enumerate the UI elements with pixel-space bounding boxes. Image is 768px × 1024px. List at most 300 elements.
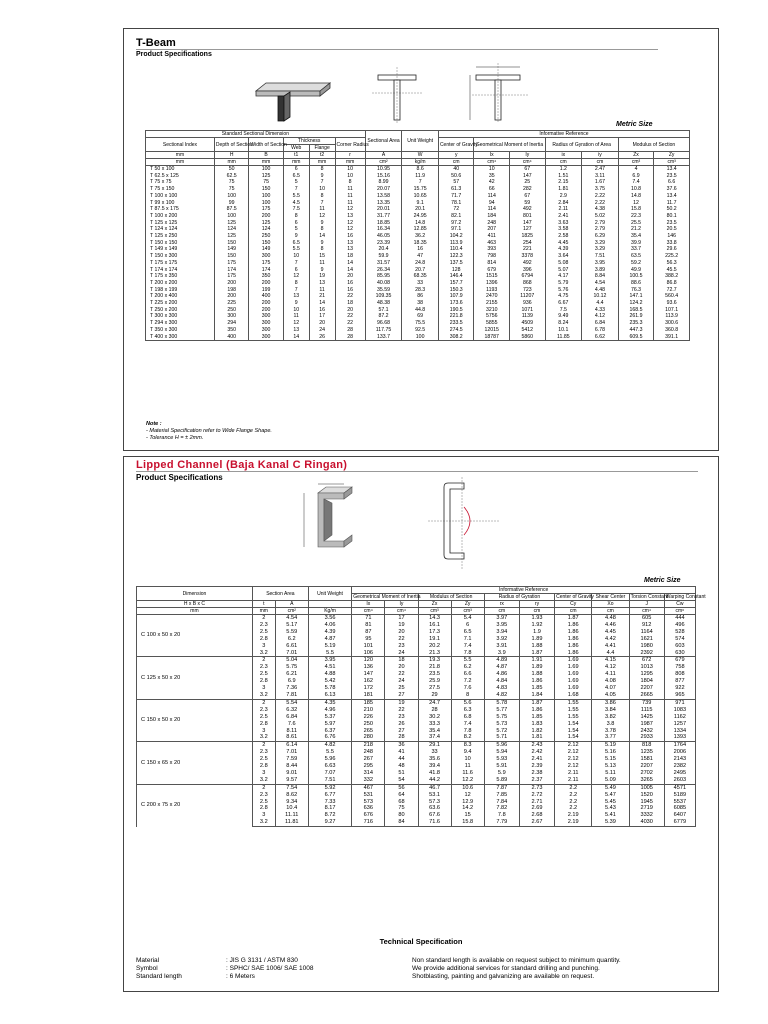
table-cell: 9 <box>283 233 309 240</box>
table-cell: 4.39 <box>308 629 351 636</box>
table-cell: 9.4 <box>451 749 484 756</box>
table-cell: 1.2 <box>545 166 582 173</box>
table-cell: 88.6 <box>618 280 654 287</box>
table-cell: 254 <box>510 240 546 247</box>
table-cell: 6 <box>451 622 484 629</box>
table-cell: 37.6 <box>654 186 690 193</box>
table-cell: 19 <box>385 622 418 629</box>
table-cell: 295 <box>352 763 385 770</box>
table-cell: 1193 <box>474 287 510 294</box>
table-cell: 1.86 <box>555 650 592 657</box>
table-cell: 14.2 <box>451 805 484 812</box>
table-cell: 300 <box>249 334 283 341</box>
table-row <box>146 233 690 240</box>
table-cell: 2.8 <box>252 636 275 643</box>
spec-key: Material <box>136 957 160 964</box>
table-cell: 11 <box>335 200 365 207</box>
table-cell: 113.9 <box>438 240 474 247</box>
table-cell: 1115 <box>629 707 664 714</box>
channel-title: Lipped Channel (Baja Kanal C Ringan) <box>136 459 348 471</box>
table-cell: 46.7 <box>418 784 451 791</box>
table-cell: 25.9 <box>418 678 451 685</box>
table-cell: 221.8 <box>438 313 474 320</box>
table-cell: 18787 <box>474 334 510 341</box>
table-cell: 22 <box>385 636 418 643</box>
table-cell: 14 <box>309 300 335 307</box>
table-cell: 267 <box>352 756 385 763</box>
section-index-cell: T 198 x 199 <box>146 287 215 294</box>
table-cell: 207 <box>474 226 510 233</box>
table-cell: 17 <box>385 615 418 622</box>
table-cell: 1.55 <box>555 707 592 714</box>
unit-cell: mm <box>252 608 275 615</box>
table-cell: 14 <box>309 233 335 240</box>
table-cell: 2603 <box>664 777 695 784</box>
table-cell: 2.79 <box>582 226 619 233</box>
table-cell: 93.6 <box>654 300 690 307</box>
table-cell: 25.5 <box>618 220 654 227</box>
table-cell: 106 <box>352 650 385 657</box>
rog-header: Radius of Gyration of Area <box>545 138 618 152</box>
table-cell: 120 <box>352 657 385 664</box>
table-cell: 2.22 <box>582 193 619 200</box>
table-cell: 10 <box>335 173 365 180</box>
table-cell: 2207 <box>629 763 664 770</box>
table-cell: 10 <box>283 307 309 314</box>
table-cell: 20.2 <box>418 643 451 650</box>
table-cell: 51 <box>385 770 418 777</box>
table-cell: 8 <box>309 193 335 200</box>
table-cell: 71.6 <box>418 819 451 826</box>
table-cell: 2.3 <box>252 792 275 799</box>
section-index-cell: T 99 x 100 <box>146 200 215 207</box>
table-cell: 5.75 <box>484 714 519 721</box>
table-cell: 1235 <box>629 749 664 756</box>
symbol-cell: Cy <box>555 601 592 608</box>
table-cell: 7 <box>402 179 439 186</box>
table-cell: 50.6 <box>438 173 474 180</box>
table-cell: 1.54 <box>555 734 592 741</box>
table-cell: 125 <box>214 220 248 227</box>
table-cell: 133.7 <box>365 334 402 341</box>
table-cell: 9.01 <box>275 770 308 777</box>
table-row <box>137 699 696 706</box>
table-cell: 6.6 <box>654 179 690 186</box>
unit-cell: cm⁴ <box>352 608 385 615</box>
tbeam-3d-illustration <box>242 65 334 123</box>
table-cell: 6.14 <box>275 742 308 749</box>
table-cell: 814 <box>474 260 510 267</box>
table-cell: 609.5 <box>618 334 654 341</box>
symbol-cell: t2 <box>309 152 335 159</box>
table-cell: 233.5 <box>438 320 474 327</box>
table-row <box>146 280 690 287</box>
table-cell: 18 <box>335 253 365 260</box>
table-cell: 100 <box>214 213 248 220</box>
table-cell: 5.04 <box>275 657 308 664</box>
cog-header: Center of Gravity <box>556 594 594 600</box>
table-cell: 86 <box>402 293 439 300</box>
table-cell: 4.82 <box>308 742 351 749</box>
unit-cell: Kg/m <box>308 608 351 615</box>
table-cell: 5.9 <box>484 770 519 777</box>
table-cell: 59.9 <box>365 253 402 260</box>
table-cell: 95 <box>352 636 385 643</box>
spec-note: Shotblasting, painting and galvanizing are available on request. <box>412 973 595 980</box>
sectional-index-header: Sectional Index <box>146 138 215 152</box>
tbeam-section-diagram <box>370 63 424 125</box>
section-index-cell: T 350 x 300 <box>146 327 215 334</box>
table-cell: 1.92 <box>519 622 554 629</box>
table-cell: 18 <box>335 300 365 307</box>
table-cell: 6.61 <box>275 643 308 650</box>
table-cell: 7 <box>309 200 335 207</box>
table-cell: 7.4 <box>618 179 654 186</box>
table-cell: 3210 <box>474 307 510 314</box>
table-cell: 5.91 <box>484 763 519 770</box>
table-cell: 7 <box>309 179 335 186</box>
table-cell: 7.36 <box>275 685 308 692</box>
table-cell: 19 <box>309 273 335 280</box>
table-cell: 7.81 <box>275 692 308 699</box>
table-cell: 605 <box>629 615 664 622</box>
table-cell: 181 <box>352 692 385 699</box>
table-cell: 1334 <box>664 728 695 735</box>
table-cell: 5.5 <box>308 749 351 756</box>
table-cell: 877 <box>664 678 695 685</box>
spec-note: We provide additional services for standard drilling and punching. <box>412 965 600 972</box>
table-cell: 175 <box>249 206 283 213</box>
table-cell: 7.82 <box>484 805 519 812</box>
table-cell: 104.2 <box>438 233 474 240</box>
table-cell: 1.86 <box>519 678 554 685</box>
table-cell: 15.8 <box>618 206 654 213</box>
table-cell: 53.1 <box>418 792 451 799</box>
spec-key: Symbol <box>136 965 158 972</box>
table-cell: 2382 <box>664 763 695 770</box>
table-cell: 8.61 <box>275 734 308 741</box>
torsion-header: Torsion Constant <box>630 594 669 600</box>
unit-cell: cm⁴ <box>629 608 664 615</box>
table-cell: 31.77 <box>365 213 402 220</box>
table-row <box>146 287 690 294</box>
table-cell: 265 <box>352 728 385 735</box>
table-cell: 76.3 <box>618 287 654 294</box>
table-cell: 1.69 <box>555 685 592 692</box>
table-cell: 235.3 <box>618 320 654 327</box>
symbol-cell: t <box>252 601 275 608</box>
table-cell: 162 <box>352 678 385 685</box>
table-cell: 280 <box>352 734 385 741</box>
table-cell: 4.17 <box>545 273 582 280</box>
spec-row <box>136 965 313 973</box>
symbol-cell: t1 <box>283 152 309 159</box>
table-cell: 6.5 <box>283 173 309 180</box>
table-cell: 250 <box>352 721 385 728</box>
table-cell: 5.09 <box>592 777 629 784</box>
table-cell: 5.5 <box>283 193 309 200</box>
table-cell: 679 <box>664 657 695 664</box>
table-cell: 63.6 <box>418 805 451 812</box>
table-cell: 4.54 <box>582 280 619 287</box>
table-cell: 2.39 <box>519 763 554 770</box>
tbeam-subtitle: Product Specifications <box>136 51 212 58</box>
table-cell: 6.63 <box>308 763 351 770</box>
table-cell: 25 <box>385 685 418 692</box>
table-cell: 23.5 <box>654 220 690 227</box>
table-cell: 1.88 <box>519 671 554 678</box>
table-cell: 11 <box>309 206 335 213</box>
table-cell: 6.3 <box>451 707 484 714</box>
table-cell: 2.9 <box>545 193 582 200</box>
table-cell: 9 <box>309 220 335 227</box>
table-cell: 2.3 <box>252 622 275 629</box>
table-cell: 13.58 <box>365 193 402 200</box>
table-cell: 2.12 <box>555 749 592 756</box>
table-cell: 44.8 <box>402 307 439 314</box>
table-cell: 6794 <box>510 273 546 280</box>
table-cell: 16 <box>309 307 335 314</box>
table-cell: 27 <box>385 692 418 699</box>
table-cell: 2702 <box>629 770 664 777</box>
table-cell: 3.95 <box>484 622 519 629</box>
spec-notes <box>412 957 702 981</box>
table-cell: 2.12 <box>555 756 592 763</box>
section-index-cell: T 75 x 150 <box>146 186 215 193</box>
symbol-cell: Zy <box>654 152 690 159</box>
table-cell: 3.95 <box>308 657 351 664</box>
width-header: Width of Section <box>249 138 283 152</box>
unit-weight-header: Unit Weight <box>402 131 439 152</box>
table-cell: 3.29 <box>582 246 619 253</box>
unit-cell: cm <box>582 159 619 166</box>
informative-header: Informative Reference <box>352 587 696 594</box>
table-row <box>146 186 690 193</box>
table-cell: 174 <box>214 267 248 274</box>
table-cell: 7.51 <box>582 253 619 260</box>
table-cell: 100 <box>214 193 248 200</box>
table-row <box>146 320 690 327</box>
table-cell: 9 <box>283 300 309 307</box>
table-cell: 248 <box>474 220 510 227</box>
table-cell: 39.4 <box>418 763 451 770</box>
symbol-cell: A <box>275 601 308 608</box>
table-cell: 7.5 <box>545 307 582 314</box>
table-cell: 294 <box>214 320 248 327</box>
table-cell: 8.3 <box>451 742 484 749</box>
table-cell: 965 <box>664 692 695 699</box>
table-cell: 7.01 <box>275 650 308 657</box>
table-row <box>146 253 690 260</box>
table-cell: 12 <box>335 226 365 233</box>
table-cell: 147 <box>510 220 546 227</box>
table-cell: 14 <box>335 267 365 274</box>
table-cell: 23.39 <box>365 240 402 247</box>
table-cell: 2 <box>252 699 275 706</box>
symbol-cell: ry <box>519 601 554 608</box>
table-cell: 2 <box>252 784 275 791</box>
table-cell: 13 <box>335 240 365 247</box>
table-cell: 3.8 <box>592 721 629 728</box>
table-cell: 350 <box>214 327 248 334</box>
table-cell: 3.2 <box>252 819 275 826</box>
unit-cell: cm⁴ <box>474 159 510 166</box>
table-cell: 7.1 <box>451 636 484 643</box>
table-cell: 2.2 <box>555 805 592 812</box>
table-cell: 11.11 <box>275 812 308 819</box>
table-cell: 1.88 <box>519 643 554 650</box>
table-cell: 739 <box>629 699 664 706</box>
table-cell: 6.67 <box>545 300 582 307</box>
table-cell: 18.35 <box>402 240 439 247</box>
table-cell: 75 <box>214 179 248 186</box>
table-cell: 122.3 <box>438 253 474 260</box>
table-cell: 20 <box>309 320 335 327</box>
table-cell: 2.72 <box>519 792 554 799</box>
table-cell: 801 <box>510 213 546 220</box>
web-header: Web <box>283 145 309 152</box>
table-cell: 5.93 <box>484 756 519 763</box>
table-cell: 20 <box>335 307 365 314</box>
table-cell: 4.42 <box>592 636 629 643</box>
table-cell: 26.34 <box>365 267 402 274</box>
table-cell: 147.1 <box>618 293 654 300</box>
table-cell: 6 <box>283 267 309 274</box>
table-cell: 5.72 <box>484 728 519 735</box>
table-cell: 5.96 <box>308 756 351 763</box>
table-cell: 24.7 <box>418 699 451 706</box>
table-cell: 7.87 <box>484 784 519 791</box>
table-row <box>146 307 690 314</box>
table-cell: 71.7 <box>438 193 474 200</box>
table-cell: 12 <box>283 320 309 327</box>
table-cell: 20.4 <box>365 246 402 253</box>
title-rule <box>136 49 658 50</box>
table-cell: 7.2 <box>451 678 484 685</box>
table-cell: 101 <box>352 643 385 650</box>
table-cell: 388.2 <box>654 273 690 280</box>
table-cell: 68 <box>385 799 418 806</box>
table-cell: 2.15 <box>545 179 582 186</box>
table-cell: 3332 <box>629 812 664 819</box>
std-dimension-header: Standard Sectional Dimension <box>146 131 366 138</box>
table-cell: 8.62 <box>275 792 308 799</box>
table-cell: 1.68 <box>555 692 592 699</box>
table-cell: 199 <box>249 287 283 294</box>
table-cell: 35.59 <box>365 287 402 294</box>
table-cell: 5.59 <box>275 629 308 636</box>
table-cell: 3.94 <box>484 629 519 636</box>
table-cell: 4.11 <box>592 671 629 678</box>
table-cell: 1.86 <box>555 622 592 629</box>
table-cell: 41 <box>385 749 418 756</box>
unit-cell: mm <box>249 159 283 166</box>
table-cell: 11 <box>335 186 365 193</box>
table-cell: 3.77 <box>592 734 629 741</box>
table-cell: 11.7 <box>654 200 690 207</box>
table-cell: 80 <box>385 812 418 819</box>
table-cell: 3265 <box>629 777 664 784</box>
table-cell: 492 <box>510 206 546 213</box>
table-cell: 3.89 <box>582 267 619 274</box>
symbol-cell: H <box>214 152 248 159</box>
table-cell: 15 <box>309 253 335 260</box>
table-cell: 149 <box>249 246 283 253</box>
table-cell: 20.07 <box>365 186 402 193</box>
table-cell: 2.3 <box>252 749 275 756</box>
table-cell: 19.3 <box>418 657 451 664</box>
table-cell: 444 <box>664 615 695 622</box>
table-cell: 2.19 <box>555 812 592 819</box>
table-cell: 4.12 <box>592 664 629 671</box>
table-row <box>146 300 690 307</box>
table-cell: 20.01 <box>365 206 402 213</box>
table-cell: 1.87 <box>555 615 592 622</box>
table-cell: 636 <box>352 805 385 812</box>
table-cell: 5756 <box>474 313 510 320</box>
table-cell: 2155 <box>474 300 510 307</box>
table-cell: 248 <box>352 749 385 756</box>
table-cell: 1.69 <box>555 671 592 678</box>
table-cell: 1.84 <box>519 692 554 699</box>
table-cell: 21.2 <box>618 226 654 233</box>
table-cell: 1.83 <box>519 721 554 728</box>
symbol-cell: rx <box>484 601 519 608</box>
table-cell: 168.5 <box>618 307 654 314</box>
table-cell: 50 <box>214 166 248 173</box>
table-row <box>146 334 690 341</box>
table-cell: 2.71 <box>519 799 554 806</box>
table-cell: 57.3 <box>418 799 451 806</box>
spec-value: : SPHC/ SAE 1006/ SAE 1008 <box>226 965 314 972</box>
unit-cell: cm <box>484 608 519 615</box>
table-row <box>146 260 690 267</box>
section-index-cell: T 75 x 75 <box>146 179 215 186</box>
table-cell: 114 <box>474 206 510 213</box>
table-cell: 7.79 <box>484 819 519 826</box>
table-cell: 1.87 <box>519 699 554 706</box>
table-cell: 22 <box>385 671 418 678</box>
table-cell: 6.29 <box>582 233 619 240</box>
table-cell: 2.41 <box>519 756 554 763</box>
table-cell: 218 <box>352 742 385 749</box>
table-cell: 1520 <box>629 792 664 799</box>
table-cell: 6.62 <box>582 334 619 341</box>
section-index-cell: T 124 x 124 <box>146 226 215 233</box>
table-row <box>137 615 696 622</box>
table-cell: 33 <box>418 749 451 756</box>
symbol-cell: Iy <box>385 601 418 608</box>
table-cell: 3.78 <box>592 728 629 735</box>
table-cell: 3.91 <box>484 643 519 650</box>
section-index-cell: T 125 x 125 <box>146 220 215 227</box>
table-cell: 38 <box>402 300 439 307</box>
table-cell: 109.35 <box>365 293 402 300</box>
table-cell: 1164 <box>629 629 664 636</box>
table-cell: 14.8 <box>402 220 439 227</box>
table-cell: 69 <box>402 313 439 320</box>
table-cell: 4.54 <box>275 615 308 622</box>
symbol-cell: Xo <box>592 601 629 608</box>
table-cell: 48 <box>385 763 418 770</box>
table-cell: 10.4 <box>275 805 308 812</box>
table-cell: 5.6 <box>451 699 484 706</box>
table-cell: 200 <box>249 300 283 307</box>
table-cell: 2.12 <box>555 763 592 770</box>
table-cell: 1.89 <box>519 636 554 643</box>
table-cell: 75 <box>385 805 418 812</box>
table-cell: 20.7 <box>402 267 439 274</box>
